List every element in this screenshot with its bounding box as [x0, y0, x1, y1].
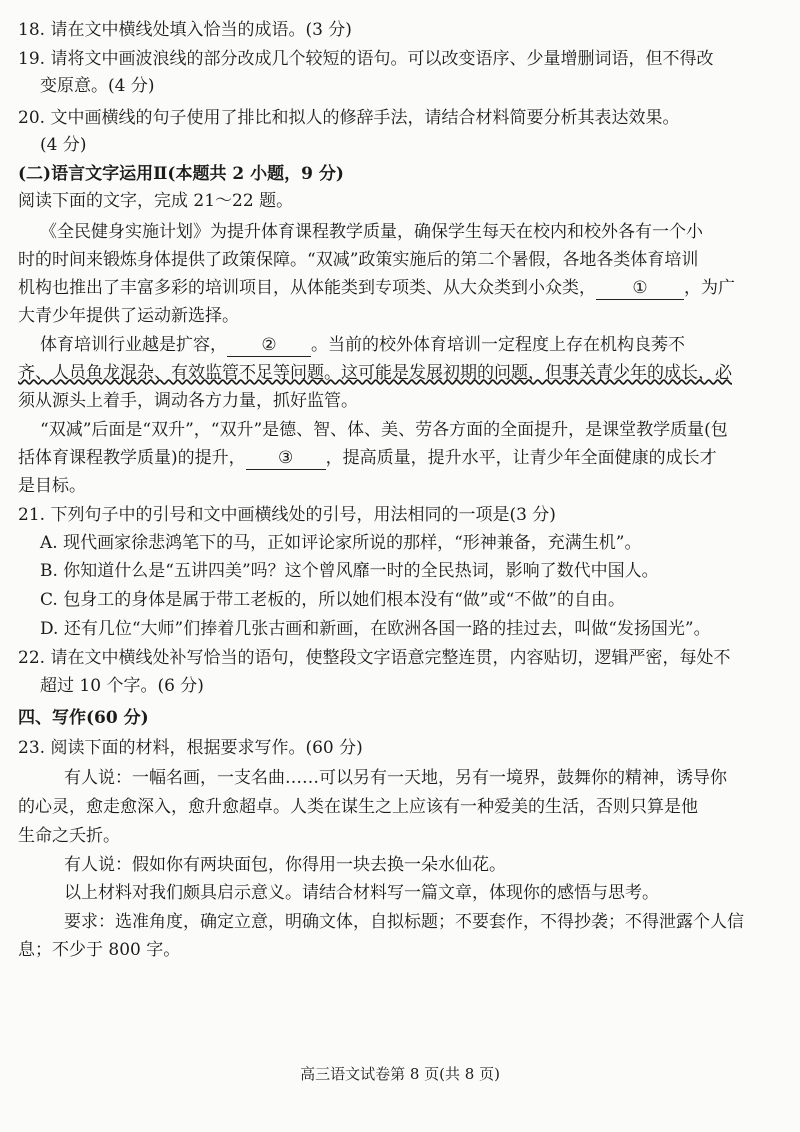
passage-p2-line2-wavy: 齐、人员鱼龙混杂、有效监管不足等问题。这可能是发展初期的问题，但事关青少年的成长，必 [18, 363, 732, 383]
passage-p3-line1: “双减”后面是“双升”，“双升”是德、智、体、美、劳各方面的全面提升，是课堂教学质量(包 [40, 420, 728, 440]
passage-p1-line4: 大青少年提供了运动新选择。 [18, 306, 239, 326]
question-22-line2: 超过 10 个字。(6 分) [40, 676, 204, 696]
passage-p3-line2-b: ，提高质量，提升水平，让青少年全面健康的成长才 [325, 448, 717, 468]
question-21-stem: 21. 下列句子中的引号和文中画横线处的引号，用法相同的一项是(3 分) [18, 505, 556, 525]
requirements-line1: 要求：选准角度，确定立意，明确文体，自拟标题；不要套作，不得抄袭；不得泄露个人信 [64, 912, 744, 932]
passage-p2-line1-b: 。当前的校外体育培训一定程度上存在机构良莠不 [311, 335, 685, 355]
passage-p2-line1-a: 体育培训行业越是扩容， [40, 335, 227, 355]
material-1-line1: 有人说：一幅名画，一支名曲……可以另有一天地，另有一境界，鼓舞你的精神，诱导你 [64, 768, 727, 788]
question-18: 18. 请在文中横线处填入恰当的成语。(3 分) [18, 20, 352, 40]
passage-p1-line3 [18, 277, 735, 300]
question-23-stem: 23. 阅读下面的材料，根据要求写作。(60 分) [18, 738, 363, 758]
question-21-option-a: A. 现代画家徐悲鸿笔下的马，正如评论家所说的那样，“形神兼备，充满生机”。 [40, 533, 642, 553]
section-4-heading: 四、写作(60 分) [18, 708, 149, 728]
passage-p2-line2 [18, 362, 732, 384]
question-20-line1: 20. 文中画横线的句子使用了排比和拟人的修辞手法，请结合材料简要分析其表达效果。 [18, 108, 680, 128]
passage-p1-line2 [18, 249, 698, 271]
material-3: 以上材料对我们颇具启示意义。请结合材料写一篇文章，体现你的感悟与思考。 [64, 883, 659, 903]
passage-p1-line3-a: 机构也推出了丰富多彩的培训项目，从体能类到专项类、从大众类到小众类， [18, 278, 596, 298]
page-footer: 高三语文试卷第 8 页(共 8 页) [300, 1065, 500, 1083]
question-21-option-d: D. 还有几位“大师”们捧着几张古画和新画，在欧洲各国一路的挂过去，叫做“发扬国光”。 [40, 619, 711, 639]
material-2: 有人说：假如你有两块面包，你得用一块去换一朵水仙花。 [64, 855, 506, 875]
passage-p3-line2 [18, 447, 717, 470]
passage-p1-line3-b: ，为广 [684, 278, 735, 298]
passage-p2-line3: 须从源头上着手，调动各方力量，抓好监管。 [18, 391, 358, 411]
question-21-option-b: B. 你知道什么是“五讲四美”吗？这个曾风靡一时的全民热词，影响了数代中国人。 [40, 561, 659, 581]
blank-3: ③ [246, 447, 326, 470]
question-20-line2: (4 分) [40, 135, 87, 155]
section-2-heading: (二)语言文字运用Ⅱ(本题共 2 小题，9 分) [18, 164, 344, 184]
passage-p2-line1 [40, 334, 685, 357]
requirements-line2: 息；不少于 800 字。 [18, 940, 181, 960]
passage-p1-line1: 《全民健身实施计划》为提升体育课程教学质量，确保学生每天在校内和校外各有一个小 [40, 222, 703, 242]
question-19-line1: 19. 请将文中画波浪线的部分改成几个较短的语句。可以改变语序、少量增删词语，但不得改 [18, 49, 714, 69]
section-2-instruction: 阅读下面的文字，完成 21～22 题。 [18, 191, 294, 211]
material-1-line2: 的心灵，愈走愈深入，愈升愈超卓。人类在谋生之上应该有一种爱美的生活，否则只算是他 [18, 797, 698, 817]
blank-1: ① [596, 277, 684, 300]
question-21-option-c: C. 包身工的身体是属于带工老板的，所以她们根本没有“做”或“不做”的自由。 [40, 590, 625, 610]
passage-p3-line3: 是目标。 [18, 476, 86, 496]
question-22-line1: 22. 请在文中横线处补写恰当的语句，使整段文字语意完整连贯，内容贴切，逻辑严密，每处不 [18, 648, 731, 668]
material-1-line3: 生命之夭折。 [18, 826, 120, 846]
passage-p3-line2-a: 括体育课程教学质量)的提升， [18, 448, 246, 468]
question-19-line2: 变原意。(4 分) [40, 76, 155, 96]
blank-2: ② [227, 334, 311, 357]
passage-p1-line2-text: 时的时间来锻炼身体提供了政策保障。“双减”政策实施后的第二个暑假，各地各类体育培训 [18, 250, 699, 270]
